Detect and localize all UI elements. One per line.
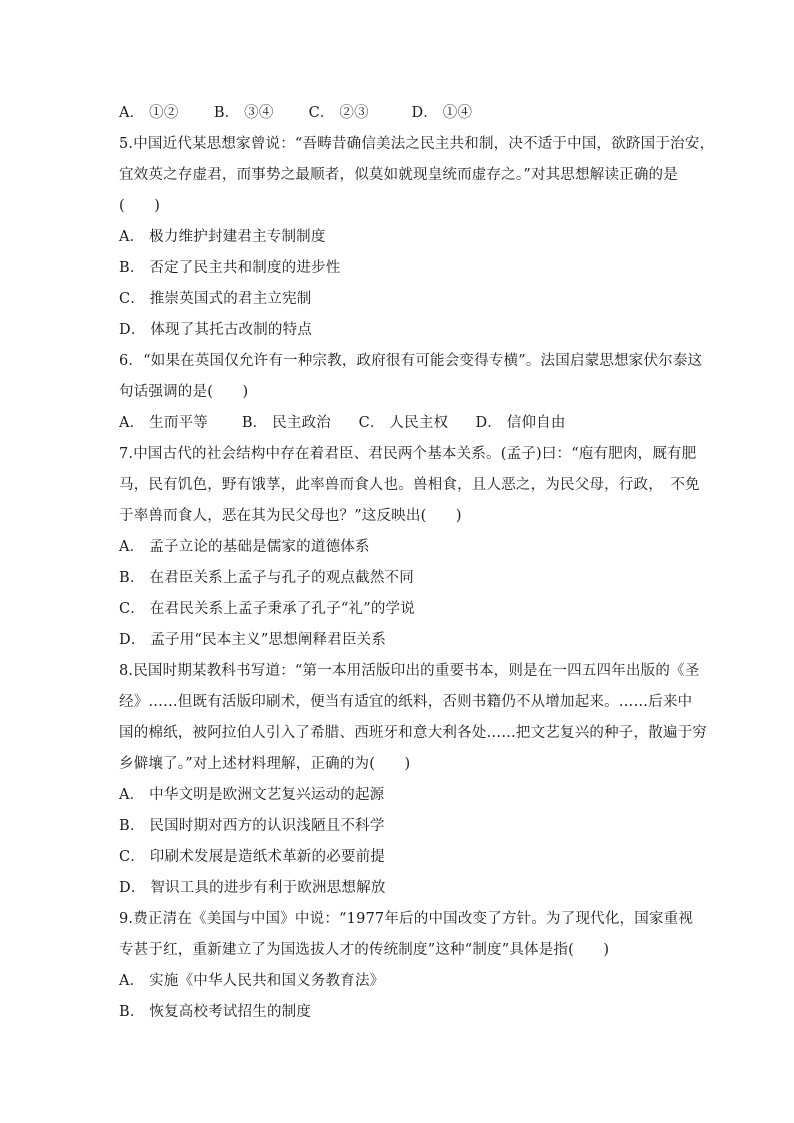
q6-options-row: [119, 413, 566, 433]
q6-option-a: A． 生而平等: [119, 415, 208, 431]
q8-option-d: D． 智识工具的进步有利于欧洲思想解放: [119, 880, 386, 896]
q7-option-d: D． 孟子用“民本主义”思想阐释君臣关系: [119, 632, 387, 648]
top-options-row: [119, 103, 472, 123]
q7-stem-line-2: 马，民有饥色，野有饿莩，此率兽而食人也。兽相食，且人恶之，为民父母，行政， 不免: [119, 477, 700, 493]
q6-option-b: B． 民主政治: [241, 415, 331, 431]
q8-stem-line-3: 国的棉纸，被阿拉伯人引入了希腊、西班牙和意大利各处……把文艺复兴的种子，散遍于穷: [119, 725, 707, 741]
q5-stem-line-2: 宜效英之存虚君，而事势之最顺者，似莫如就现皇统而虚存之。”对其思想解读正确的是: [119, 167, 678, 183]
q8-option-b: B． 民国时期对西方的认识浅陋且不科学: [119, 818, 385, 834]
option-a: A． ①②: [119, 105, 179, 121]
q6-stem-line-2: 句话强调的是( ): [119, 384, 249, 400]
q7-stem-line-1: 7.中国古代的社会结构中存在着君臣、君民两个基本关系。(孟子)曰：“庖有肥肉，厩有肥: [119, 446, 697, 462]
q5-stem-line-1: 5.中国近代某思想家曾说：“吾畴昔确信美法之民主共和制，决不适于中国，欲跻国于治安，: [119, 136, 715, 152]
q5-option-a: A． 极力维护封建君主专制制度: [119, 229, 326, 245]
q5-stem-line-3: ( ): [119, 198, 161, 214]
q8-stem-line-2: 经》……但既有活版印刷术，便当有适宜的纸料，否则书籍仍不从增加起来。……后来中: [119, 694, 693, 710]
option-d: D． ①④: [411, 105, 473, 121]
q7-option-c: C． 在君民关系上孟子秉承了孔子“礼”的学说: [119, 601, 415, 617]
option-b: B． ③④: [213, 105, 274, 121]
q8-stem-line-1: 8.民国时期某教科书写道：“第一本用活版印出的重要书本，则是在一四五四年出版的《圣: [119, 663, 700, 679]
q5-option-d: D． 体现了其托古改制的特点: [119, 322, 313, 338]
q9-stem-line-1: 9.费正清在《美国与中国》中说：“1977年后的中国改变了方针。为了现代化，国家重视: [119, 911, 694, 927]
q8-option-a: A． 中华文明是欧洲文艺复兴运动的起源: [119, 787, 385, 803]
q5-option-c: C． 推崇英国式的君主立宪制: [119, 291, 312, 307]
q8-option-c: C． 印刷术发展是造纸术革新的必要前提: [119, 849, 386, 865]
option-c: C． ②③: [308, 105, 369, 121]
q7-option-b: B． 在君臣关系上孟子与孔子的观点截然不同: [119, 570, 414, 586]
q5-option-b: B． 否定了民主共和制度的进步性: [119, 260, 341, 276]
q9-option-a: A． 实施《中华人民共和国义务教育法》: [119, 973, 385, 989]
q6-option-d: D． 信仰自由: [475, 415, 566, 431]
q6-stem-line-1: 6．“如果在英国仅允许有一种宗教，政府很有可能会变得专横”。法国启蒙思想家伏尔泰这: [119, 353, 703, 369]
q9-option-b: B． 恢复高校考试招生的制度: [119, 1004, 312, 1020]
q7-option-a: A． 孟子立论的基础是儒家的道德体系: [119, 539, 370, 555]
q7-stem-line-3: 于率兽而食人，恶在其为民父母也？”这反映出( ): [119, 508, 462, 524]
q9-stem-line-2: 专甚于红，重新建立了为国选拔人才的传统制度”这种“制度”具体是指( ): [119, 942, 610, 958]
q6-option-c: C． 人民主权: [358, 415, 449, 431]
q8-stem-line-4: 乡僻壤了。”对上述材料理解，正确的为( ): [119, 756, 411, 772]
